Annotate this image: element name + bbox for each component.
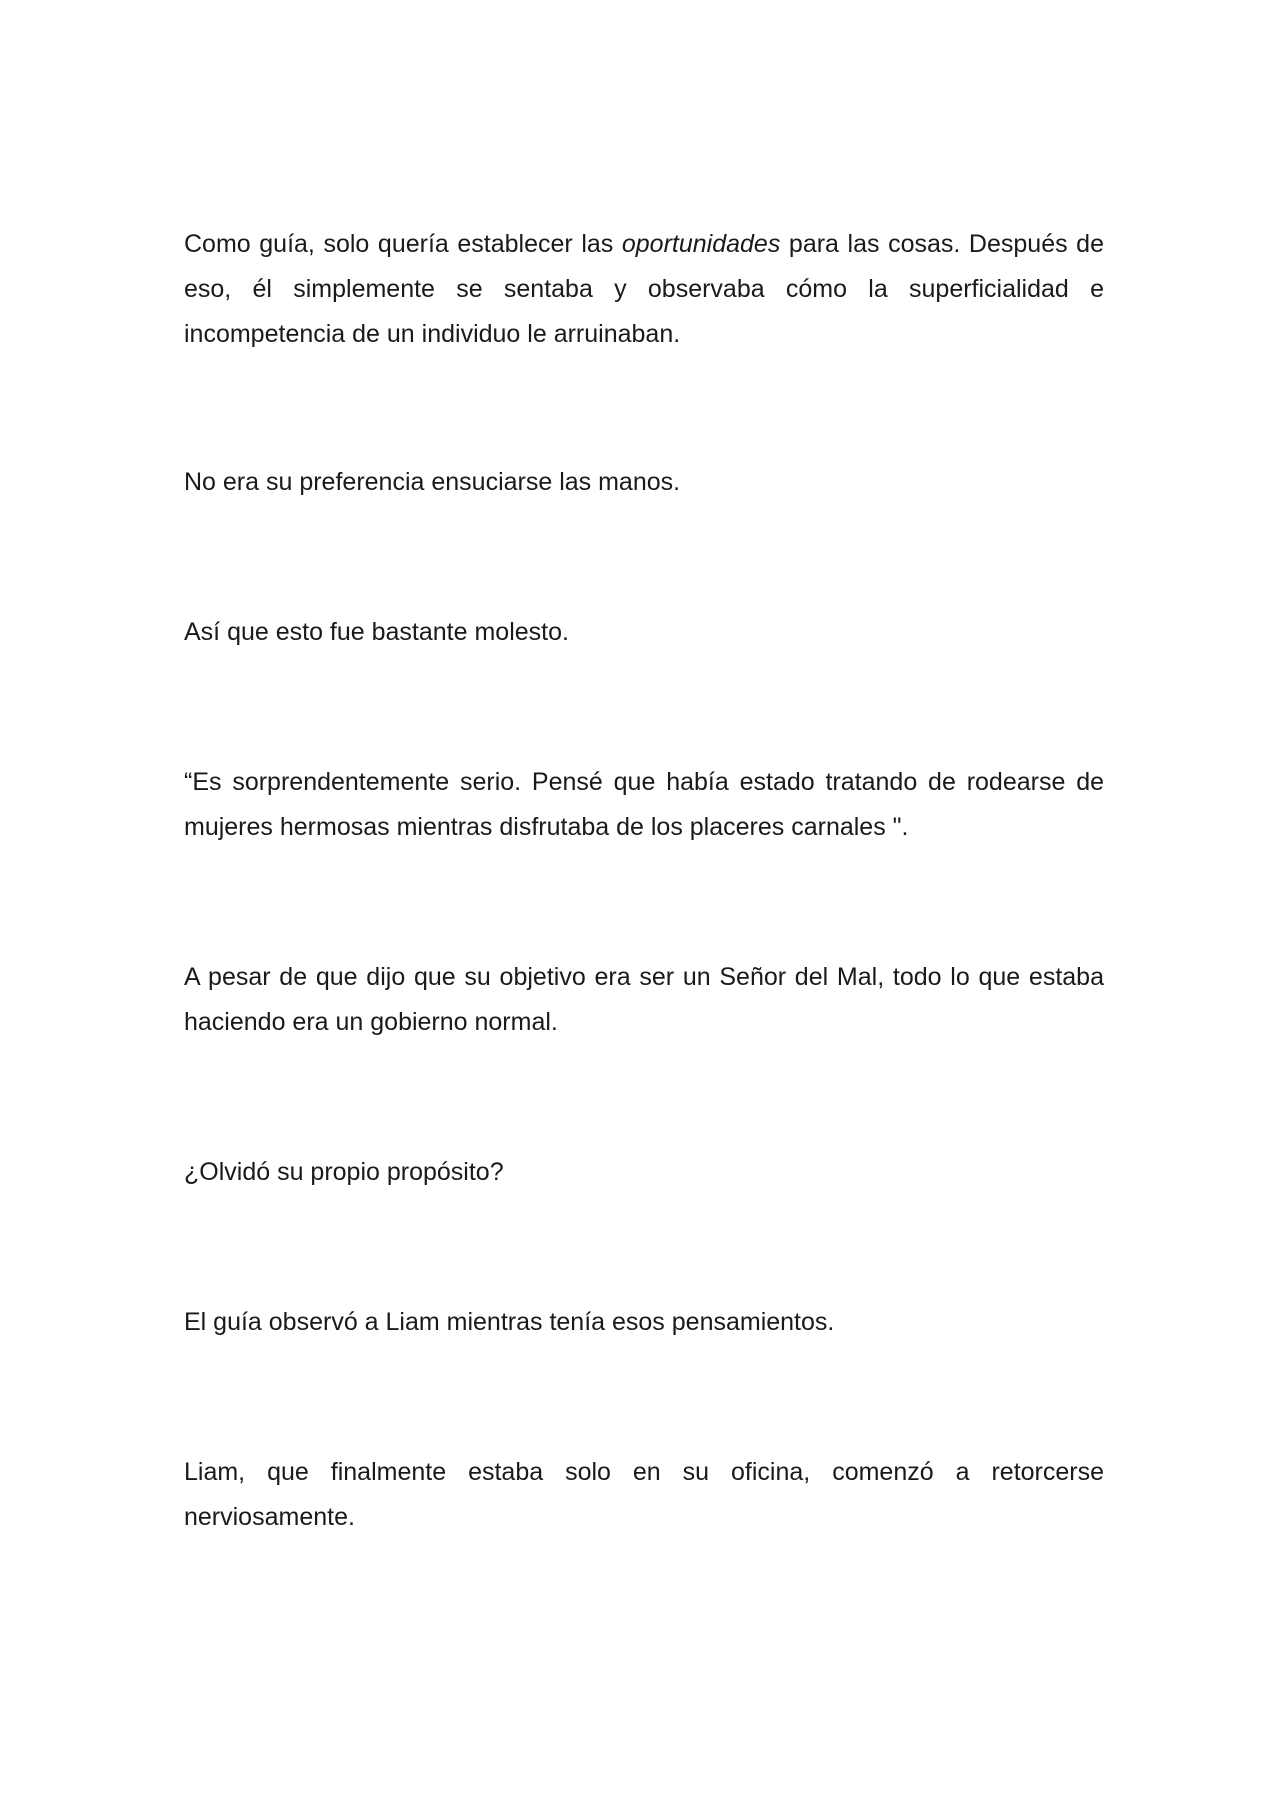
paragraph-forgot-purpose: ¿Olvidó su propio propósito? xyxy=(184,1158,504,1186)
paragraph-annoying: Así que esto fue bastante molesto. xyxy=(184,618,569,646)
paragraph-liam-office: Liam, que finalmente estaba solo en su oficina, comenzó a retorcerse nerviosamente. xyxy=(184,1458,1104,1531)
paragraph-dirty-hands: No era su preferencia ensuciarse las manos. xyxy=(184,468,681,496)
paragraph-guide-observed: El guía observó a Liam mientras tenía esos pensamientos. xyxy=(184,1308,835,1336)
paragraph-quote-serious: “Es sorprendentemente serio. Pensé que había estado tratando de rodearse de mujeres hermosas mientras disfrutaba de los placeres carnales ". xyxy=(184,768,1104,841)
paragraph-text: para las cosas. Después de eso, él simplemente se sentaba y observaba cómo la superficialidad e incompetencia de un individuo le arruinaban. xyxy=(184,230,1104,348)
emphasized-word: oportunidades xyxy=(621,230,781,258)
paragraph-guide-opportunities xyxy=(184,222,1104,357)
paragraph-evil-lord: A pesar de que dijo que su objetivo era ser un Señor del Mal, todo lo que estaba haciendo era un gobierno normal. xyxy=(184,963,1104,1036)
paragraph-text: Como guía, solo quería establecer las xyxy=(184,230,622,258)
